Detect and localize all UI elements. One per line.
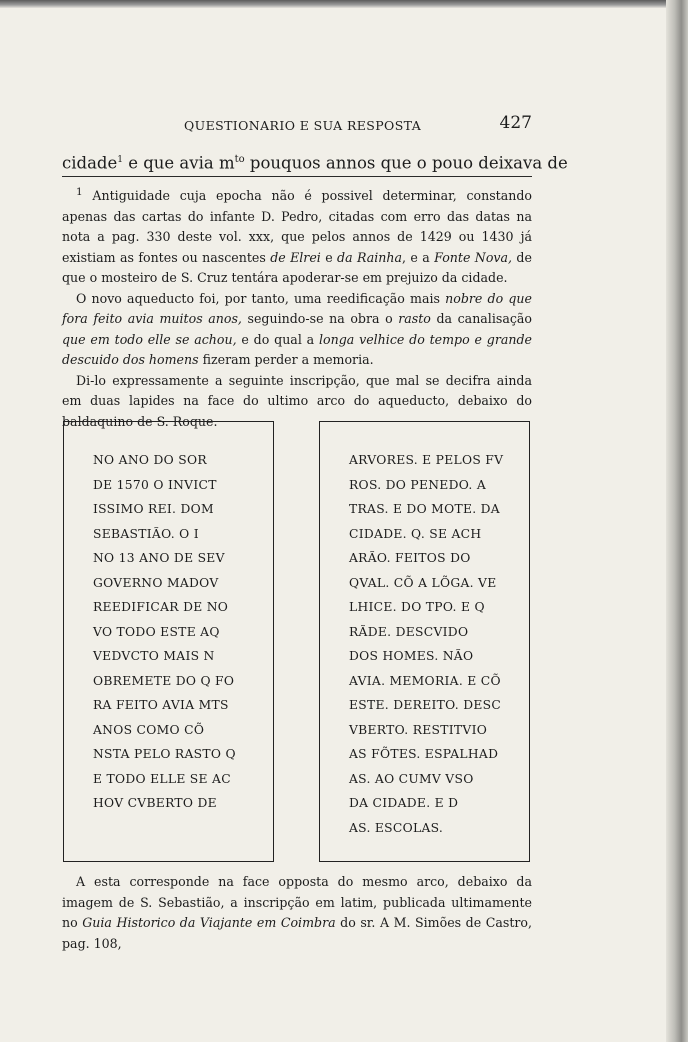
inscription-left-tablet (63, 421, 274, 862)
main-text-middle: e que avia m (122, 153, 235, 173)
footnote-italic: de Elrei (270, 249, 321, 265)
inscription-line: ESTE. DEREITO. DESC (349, 698, 502, 712)
inscription-line: AVIA. MEMORIA. E CÕ (349, 673, 501, 688)
footnote-paragraph-3: Di-lo expressamente a seguinte inscripção, que mal se decifra ainda em duas lapides na face do ultimo arco do aqueducto, debaixo do baldaquino de S. Roque. (62, 372, 532, 429)
inscription-line: QVAL. CÕ A LÕGA. VE (349, 575, 497, 590)
inscription-line: ARVORES. E PELOS FV (349, 453, 504, 467)
footnote-text: O novo aqueducto foi, por tanto, uma reedificação mais (76, 290, 446, 306)
inscription-line: E TODO ELLE SE AC (93, 771, 231, 786)
inscription-line: NO 13 ANO DE SEV (93, 551, 225, 565)
footnote-text: e (320, 249, 338, 265)
inscription-right-tablet (319, 421, 530, 862)
inscription-line: AS. AO CUMV VSO (349, 771, 474, 786)
footnote-italic: que em todo elle se achou, (62, 331, 237, 347)
closing-paragraph-text (62, 872, 532, 954)
inscription-line: RÃDE. DESCVIDO (349, 624, 469, 639)
closing-text: A esta corresponde na face opposta do mesmo arco, debaixo da imagem de S. Sebastião, a inscripção em latim, publicada ultimamente no (62, 874, 532, 930)
page-number: 427 (499, 113, 532, 133)
footnote-block (62, 182, 532, 432)
footnote-text: ou nascentes (182, 249, 271, 265)
scan-top-edge (0, 0, 688, 8)
inscription-line: TRAS. E DO MOTE. DA (349, 502, 500, 516)
inscription-line: RA FEITO AVIA MTS (93, 698, 229, 712)
closing-paragraph (62, 872, 532, 954)
inscription-line: NSTA PELO RASTO Q (93, 747, 236, 761)
inscription-line: AS FÕTES. ESPALHAD (349, 747, 499, 761)
footnote-paragraph-1 (62, 182, 532, 289)
main-text-end: pouquos annos que o pouo deixava de (244, 153, 568, 173)
footnote-italic: rasto (398, 311, 431, 327)
inscription-line: REEDIFICAR DE NO (93, 600, 229, 614)
inscription-line: VEDVCTO MAIS N (93, 649, 215, 663)
footnote-text: da canalisação (430, 311, 532, 327)
footnote-text: , e a (402, 249, 435, 265)
footnote-number: 1 (76, 186, 83, 198)
page-header (62, 113, 532, 137)
footnote-line: das cartas do infante D. Pedro, citadas com erro das datas na nota a pag. (62, 208, 532, 245)
footnote-italic: nobre do que fora feito avia muitos anos, (62, 290, 532, 327)
inscription-line: GOVERNO MADOV (93, 575, 219, 590)
footnote-line: 330 deste vol. xxx, que pelos annos de 1429 ou 1430 já existiam as fontes (62, 229, 532, 265)
inscription-line: ARÃO. FEITOS DO (349, 551, 471, 565)
inscription-line: OBREMETE DO Q FO (93, 673, 235, 688)
inscription-line: CIDADE. Q. SE ACH (349, 526, 482, 541)
main-text-line (62, 149, 568, 175)
footnote-line: Antiguidade cuja epocha não é possivel determinar, constando apenas (62, 188, 532, 224)
footnote-line: S. Cruz tentára apoderar-se em prejuizo da cidade. (180, 270, 508, 286)
guide-title-italic: Guia Historico da Viajante em Coimbra (82, 915, 336, 930)
page-fore-edge (666, 0, 688, 1042)
inscription-line: AS. ESCOLAS. (349, 820, 444, 835)
footnote-text: seguindo-se na obra o (241, 311, 399, 327)
running-head: QUESTIONARIO E SUA RESPOSTA (184, 118, 422, 133)
inscription-line: VO TODO ESTE AQ (93, 624, 220, 639)
inscription-line: DE 1570 O INVICT (93, 477, 217, 492)
inscription-line: ISSIMO REI. DOM (93, 502, 214, 516)
inscription-line: LHICE. DO TPO. E Q (349, 600, 485, 614)
main-text-start: cidade (62, 153, 118, 173)
inscription-line: NO ANO DO SOR (93, 453, 207, 467)
inscription-line: ANOS COMO CÕ (93, 722, 205, 737)
footnote-divider (62, 176, 532, 177)
inscription-line: VBERTO. RESTITVIO (349, 722, 488, 737)
abbreviation-superscript: to (234, 154, 245, 165)
footnote-text: de que o mosteiro de (62, 249, 532, 286)
footnote-italic: longa velhice do tempo e grande descuido dos homens (62, 331, 532, 368)
footnote-italic: Fonte Nova, (434, 249, 513, 265)
closing-text: do sr. A M. Simões de Castro, pag. 108, (62, 915, 532, 951)
footnote-text: fizeram perder a memoria. (198, 352, 374, 368)
footnote-italic: da Rainha (337, 249, 403, 265)
footnote-text: e do qual a (236, 331, 319, 347)
footnote-reference: 1 (117, 155, 123, 165)
inscription-line: ROS. DO PENEDO. A (349, 477, 486, 492)
inscription-line: DOS HOMES. NÃO (349, 649, 474, 663)
inscription-line: HOV CVBERTO DE (93, 796, 217, 810)
inscription-line: DA CIDADE. E D (349, 796, 459, 810)
footnote-paragraph-2 (62, 289, 532, 371)
inscription-line: SEBASTIÃO. O I (93, 526, 199, 541)
